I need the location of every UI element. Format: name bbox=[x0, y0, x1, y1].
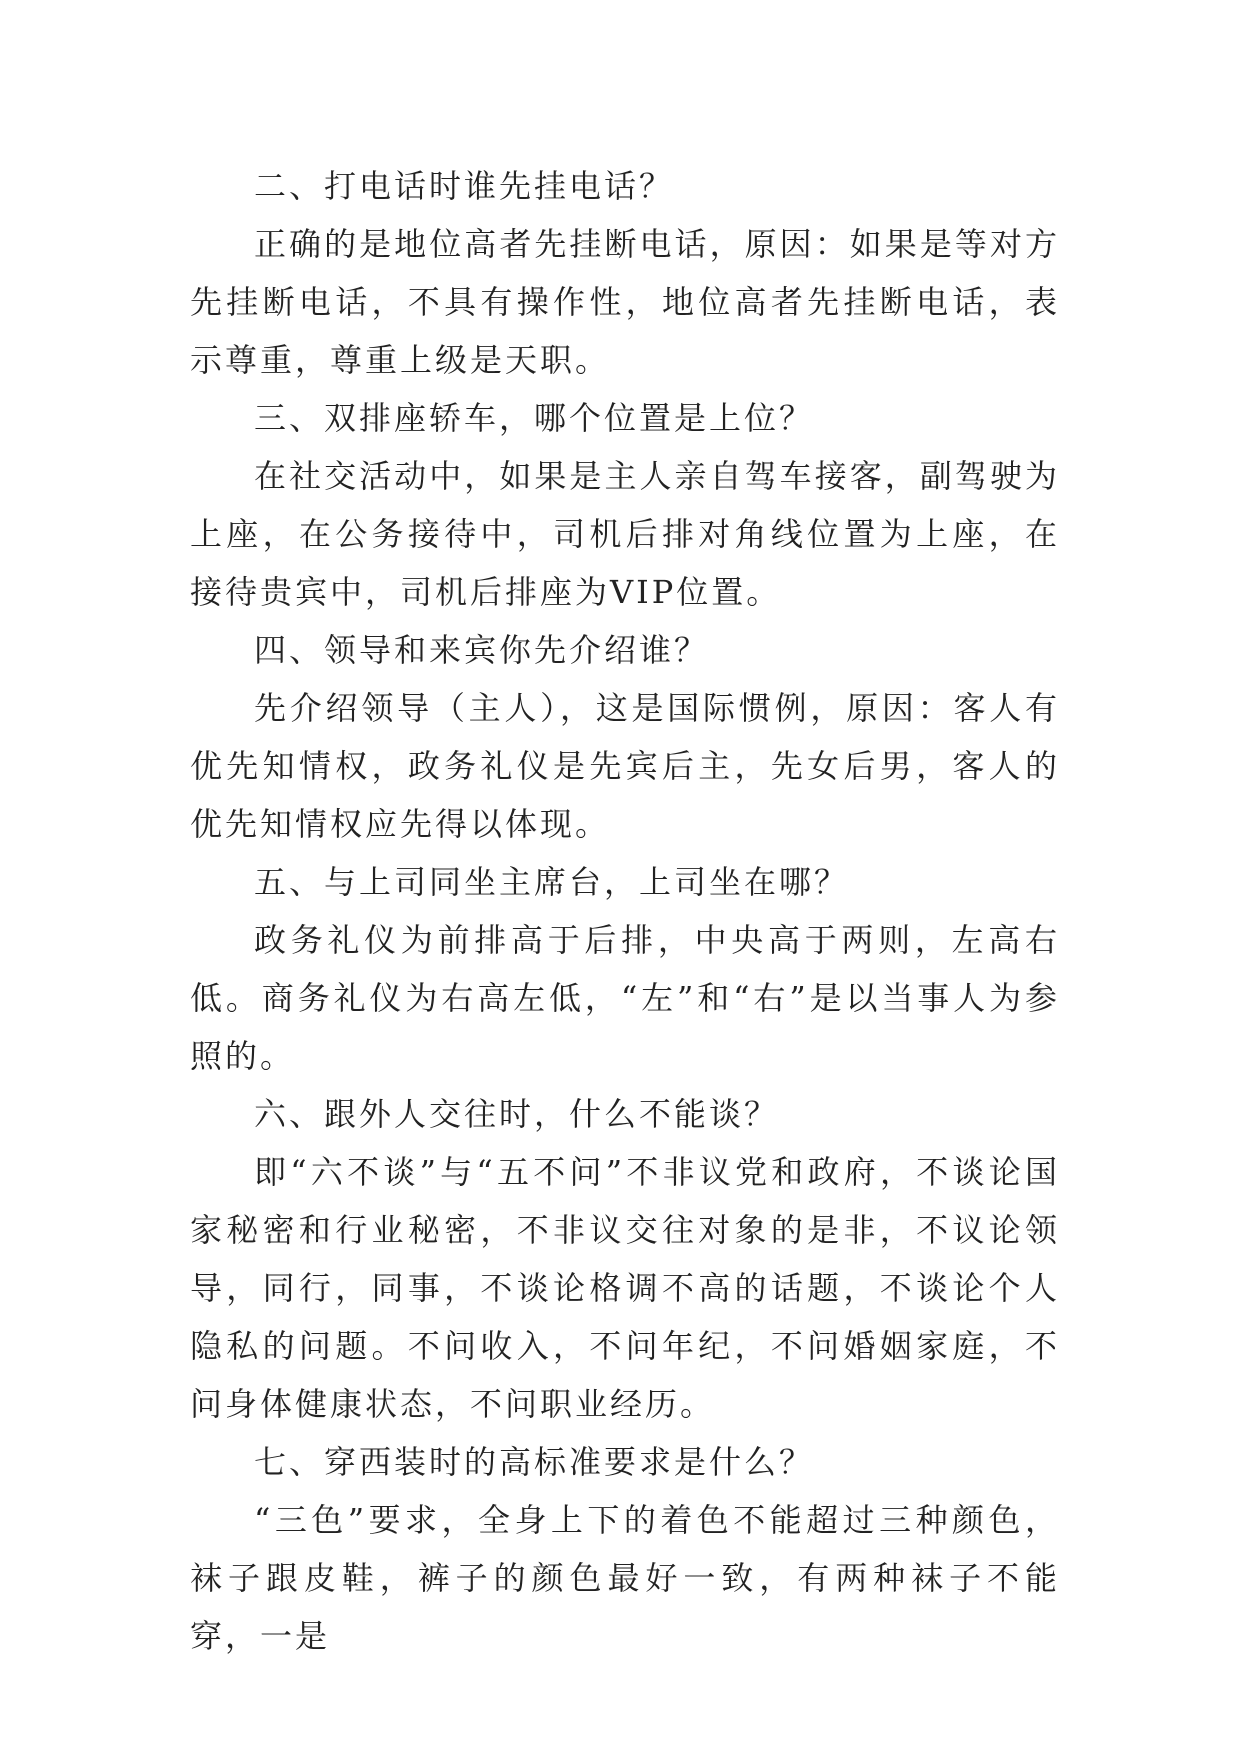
body-paragraph: 即“六不谈”与“五不问”不非议党和政府，不谈论国家秘密和行业秘密，不非议交往对象的是非，不议论领导，同行，同事，不谈论格调不高的话题，不谈论个人隐私的问题。不问收入，不问年纪，不问婚姻家庭，不问身体健康状态，不问职业经历。 bbox=[190, 1153, 1060, 1423]
body-paragraph: 在社交活动中，如果是主人亲自驾车接客，副驾驶为上座，在公务接待中，司机后排对角线位置为上座，在接待贵宾中，司机后排座为VIP位置。 bbox=[190, 457, 1060, 611]
heading-4: 四、领导和来宾你先介绍谁？ bbox=[254, 631, 710, 669]
heading-2: 二、打电话时谁先挂电话？ bbox=[254, 167, 675, 205]
body-paragraph: “三色”要求，全身上下的着色不能超过三种颜色，袜子跟皮鞋，裤子的颜色最好一致，有两种袜子不能穿，一是 bbox=[190, 1501, 1060, 1655]
document-body bbox=[190, 157, 1060, 1665]
heading-7: 七、穿西装时的高标准要求是什么？ bbox=[254, 1443, 815, 1481]
body-paragraph: 先介绍领导（主人），这是国际惯例，原因：客人有优先知情权，政务礼仪是先宾后主，先女后男，客人的优先知情权应先得以体现。 bbox=[190, 689, 1060, 843]
heading-6: 六、跟外人交往时，什么不能谈？ bbox=[254, 1095, 780, 1133]
body-paragraph: 正确的是地位高者先挂断电话，原因：如果是等对方先挂断电话，不具有操作性，地位高者先挂断电话，表示尊重，尊重上级是天职。 bbox=[190, 225, 1060, 379]
heading-5: 五、与上司同坐主席台，上司坐在哪？ bbox=[254, 863, 850, 901]
heading-3: 三、双排座轿车，哪个位置是上位？ bbox=[254, 399, 815, 437]
body-paragraph: 政务礼仪为前排高于后排，中央高于两则，左高右低。商务礼仪为右高左低，“左”和“右”是以当事人为参照的。 bbox=[190, 921, 1060, 1075]
